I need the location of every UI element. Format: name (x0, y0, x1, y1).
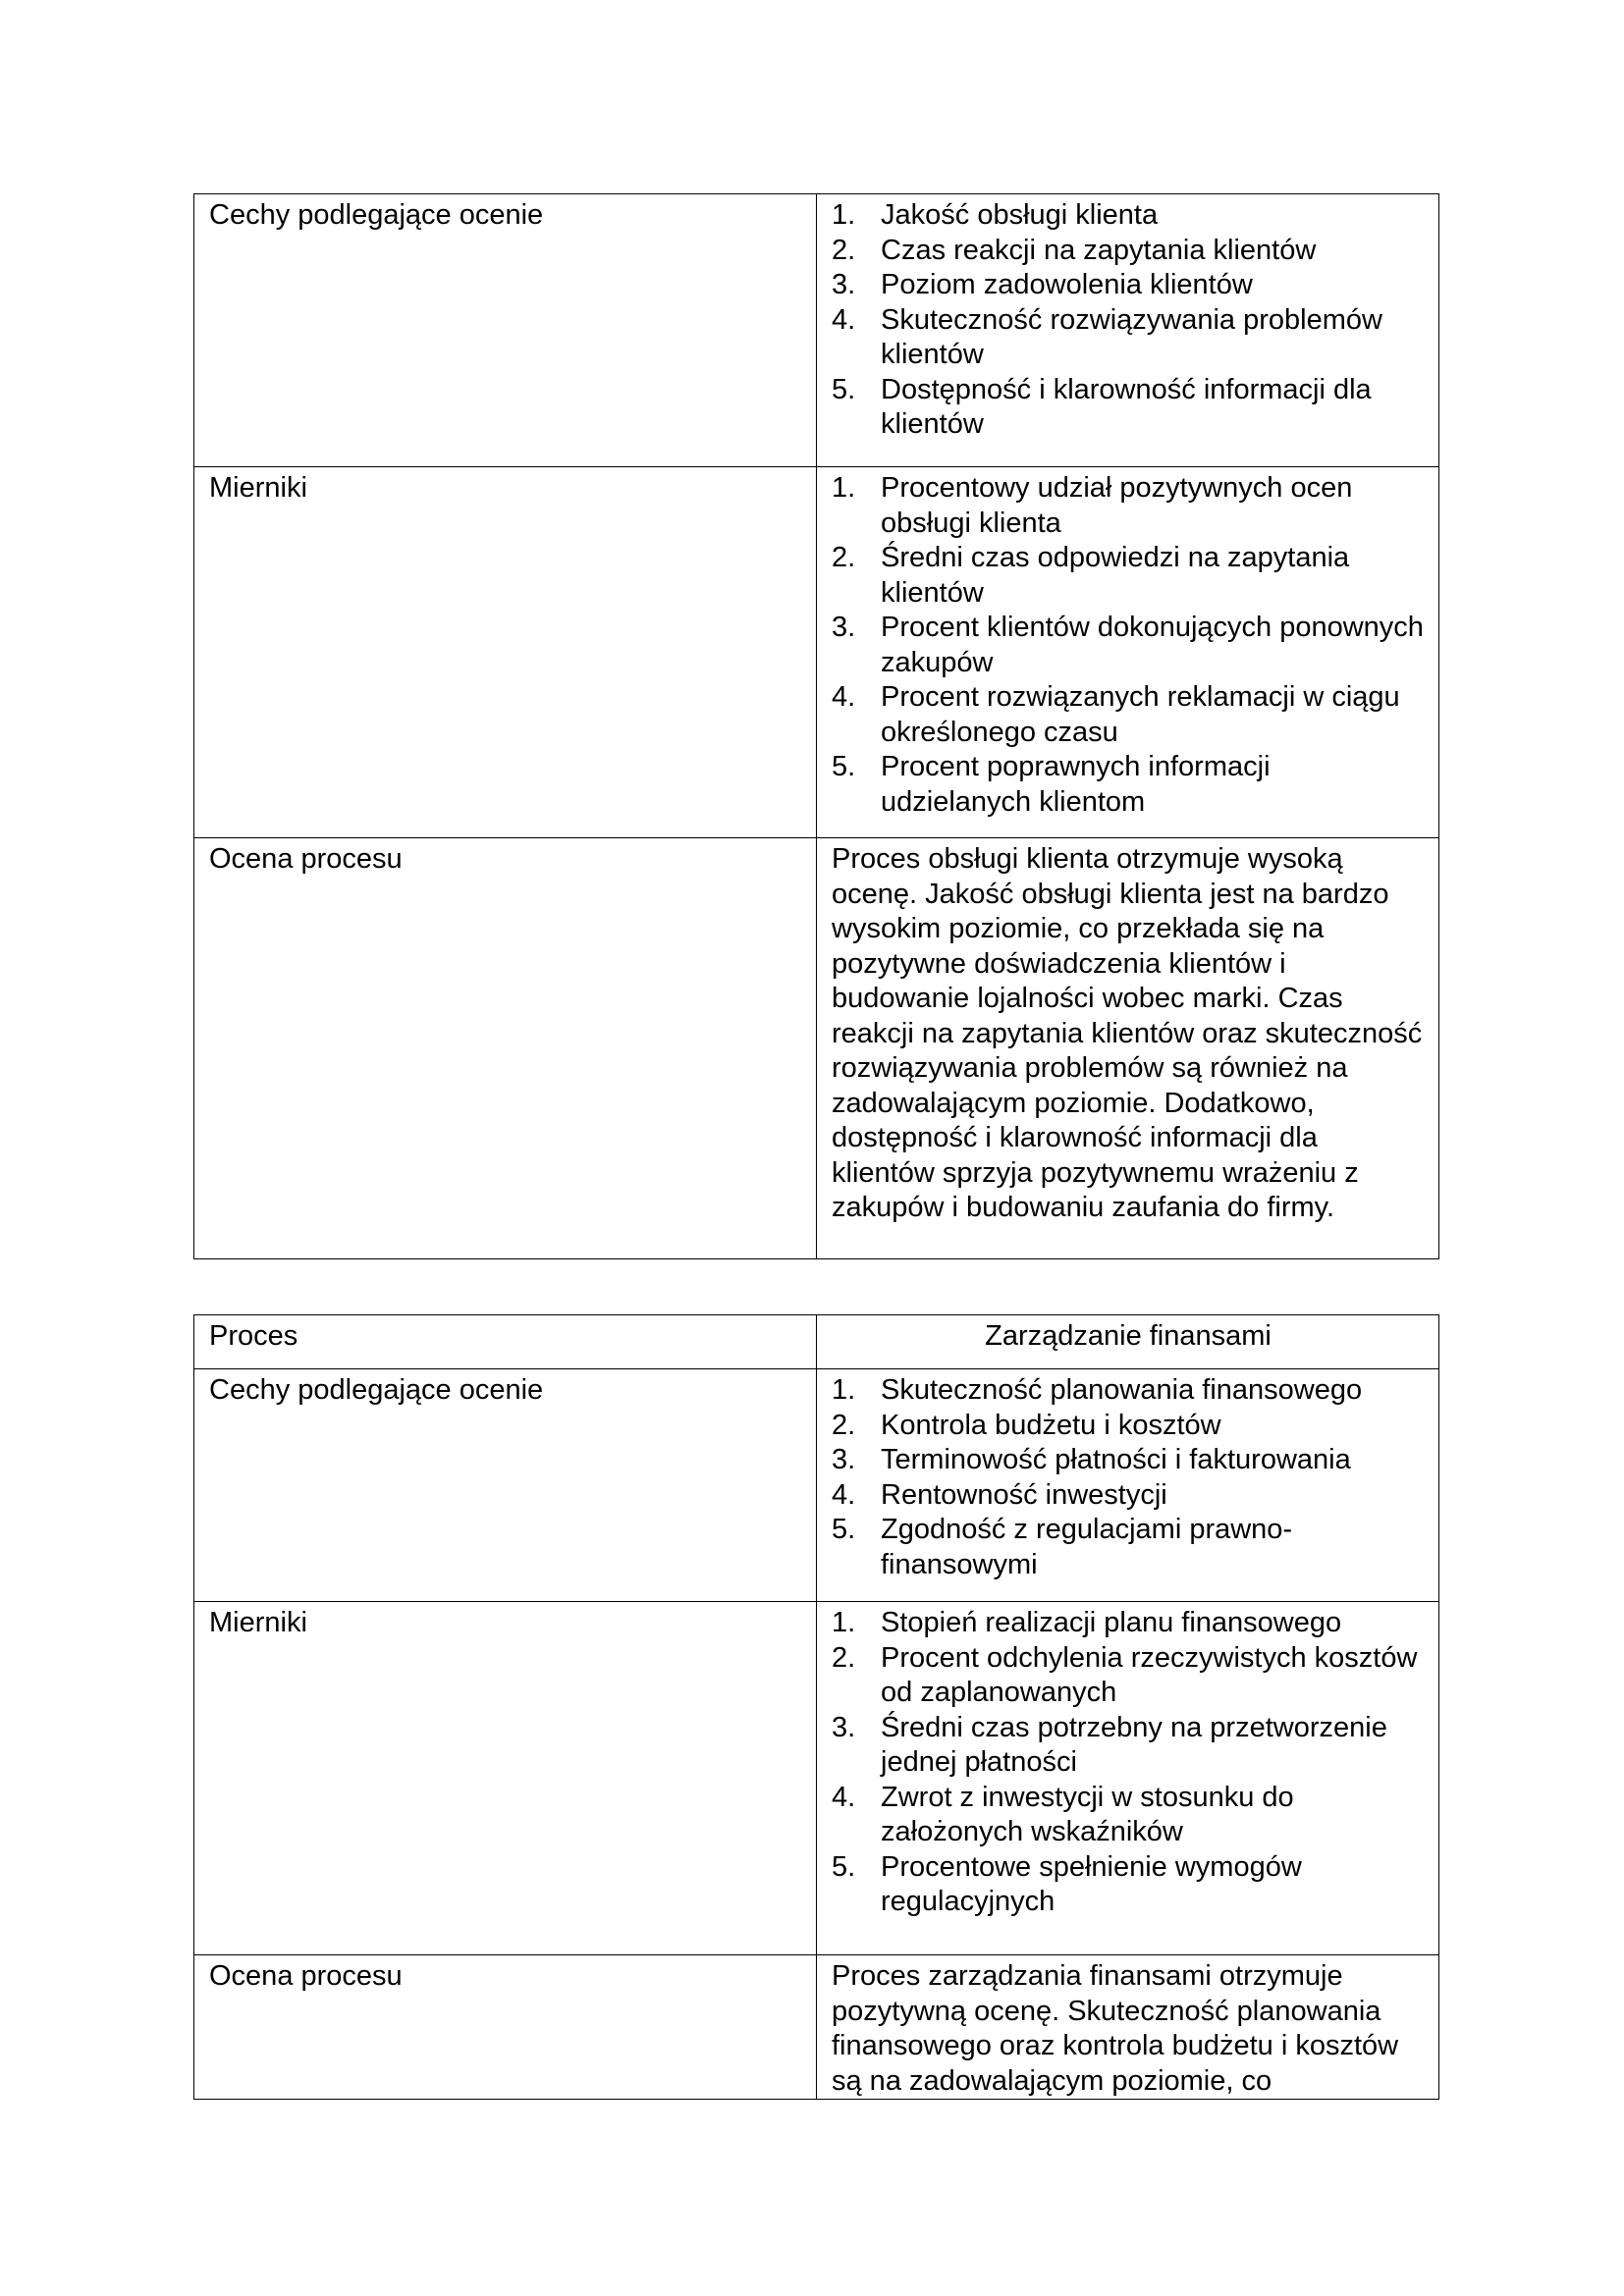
row-label (194, 1602, 817, 1955)
list-number: 5. (832, 751, 856, 782)
list-item (832, 1513, 1425, 1582)
list-number: 2. (832, 234, 856, 266)
header-label (194, 1315, 817, 1369)
row-label-text: Mierniki (209, 472, 307, 504)
list-number: 4. (832, 1781, 856, 1813)
list-item (832, 198, 1425, 234)
list-item-text: Stopień realizacji planu finansowego (881, 1607, 1342, 1638)
list-item-text: Procent rozwiązanych reklamacji w ciągu określonego czasu (881, 681, 1400, 748)
table-header-row (194, 1315, 1439, 1369)
evaluation-table-finance (193, 1314, 1439, 2100)
row-label-text: Cechy podlegające ocenie (209, 199, 544, 231)
header-value (817, 1315, 1439, 1369)
list-item (832, 373, 1425, 443)
list-number: 4. (832, 681, 856, 713)
table-row (194, 1602, 1439, 1955)
list-item (832, 303, 1425, 373)
list-item (832, 1478, 1425, 1514)
list-item-text: Średni czas potrzebny na przetworzenie jednej płatności (881, 1711, 1387, 1778)
list-number: 2. (832, 1641, 856, 1674)
list-item (832, 1606, 1425, 1641)
list-number: 5. (832, 1514, 856, 1545)
list-item (832, 1781, 1425, 1850)
list-number: 4. (832, 1478, 856, 1511)
list-number: 1. (832, 472, 856, 504)
table-row (194, 194, 1439, 467)
list-number: 1. (832, 1374, 856, 1406)
list-number: 3. (832, 1711, 856, 1743)
list-item-text: Średni czas odpowiedzi na zapytania klientów (881, 542, 1350, 609)
list-item (832, 1443, 1425, 1478)
list-item (832, 541, 1425, 611)
list-number: 2. (832, 1409, 856, 1441)
list-item (832, 1711, 1425, 1781)
row-label-text: Mierniki (209, 1607, 307, 1638)
list-number: 2. (832, 542, 856, 573)
list-item (832, 680, 1425, 750)
table-row (194, 838, 1439, 1259)
row-label (194, 1369, 817, 1602)
list-item (832, 1641, 1425, 1711)
metrics-list (832, 471, 1425, 820)
list-item-text: Poziom zadowolenia klientów (881, 269, 1253, 300)
list-number: 3. (832, 1444, 856, 1475)
list-number: 3. (832, 612, 856, 643)
list-item-text: Kontrola budżetu i kosztów (881, 1409, 1221, 1441)
row-label (194, 467, 817, 838)
list-item (832, 1373, 1425, 1409)
list-item (832, 234, 1425, 269)
table-row (194, 1369, 1439, 1602)
list-item-text: Zgodność z regulacjami prawno-finansowymi (881, 1514, 1293, 1580)
list-item-text: Procentowy udział pozytywnych ocen obsługi klienta (881, 472, 1353, 539)
row-label-text: Ocena procesu (209, 1960, 403, 1992)
list-item (832, 1850, 1425, 1920)
list-number: 5. (832, 1850, 856, 1883)
list-item-text: Skuteczność rozwiązywania problemów klientów (881, 303, 1382, 370)
row-label (194, 1955, 817, 2100)
row-label-text: Cechy podlegające ocenie (209, 1374, 544, 1406)
row-label-text: Ocena procesu (209, 843, 403, 875)
table-row (194, 467, 1439, 838)
metrics-list (832, 1606, 1425, 1920)
row-content (817, 1369, 1439, 1602)
process-name: Zarządzanie finansami (985, 1320, 1272, 1352)
list-item (832, 268, 1425, 303)
row-content (817, 838, 1439, 1259)
list-number: 1. (832, 199, 856, 231)
table-row (194, 1955, 1439, 2100)
list-item (832, 611, 1425, 680)
process-assessment-text: Proces obsługi klienta otrzymuje wysoką ocenę. Jakość obsługi klienta jest na bardzo wysokim poziomie, co przekłada się na pozytywne doświadczenia klientów i budowanie lojalności wobec marki. Czas reakcji na zapytania klientów oraz skuteczność rozwiązywania problemów są również na zadowalającym poziomie. Dodatkowo, dostępność i klarowność informacji dla klientów sprzyja pozytywnemu wrażeniu z zakupów i budowaniu zaufania do firmy. (832, 843, 1423, 1223)
process-assessment-text: Proces zarządzania finansami otrzymuje pozytywną ocenę. Skuteczność planowania finansowego oraz kontrola budżetu i kosztów są na zadowalającym poziomie, co (832, 1960, 1399, 2097)
list-item-text: Zwrot z inwestycji w stosunku do założonych wskaźników (881, 1781, 1294, 1847)
list-number: 1. (832, 1607, 856, 1638)
list-item-text: Procent odchylenia rzeczywistych kosztów od zaplanowanych (881, 1641, 1418, 1708)
row-label (194, 838, 817, 1259)
list-number: 5. (832, 373, 856, 405)
list-item-text: Skuteczność planowania finansowego (881, 1374, 1363, 1406)
list-number: 4. (832, 303, 856, 336)
list-item (832, 1409, 1425, 1444)
list-item-text: Procent poprawnych informacji udzielanych klientom (881, 751, 1271, 818)
list-item (832, 471, 1425, 541)
row-content (817, 467, 1439, 838)
list-item-text: Jakość obsługi klienta (881, 199, 1159, 231)
list-item-text: Procentowe spełnienie wymogów regulacyjnych (881, 1850, 1302, 1917)
row-content (817, 1602, 1439, 1955)
list-item (832, 750, 1425, 820)
evaluation-table-customer-service (193, 193, 1439, 1259)
list-item-text: Rentowność inwestycji (881, 1478, 1167, 1511)
list-item-text: Czas reakcji na zapytania klientów (881, 234, 1317, 266)
criteria-list (832, 198, 1425, 443)
list-item-text: Dostępność i klarowność informacji dla klientów (881, 373, 1372, 440)
criteria-list (832, 1373, 1425, 1582)
list-item-text: Procent klientów dokonujących ponownych zakupów (881, 612, 1424, 678)
row-label (194, 194, 817, 467)
header-label-text: Proces (209, 1320, 298, 1352)
list-number: 3. (832, 269, 856, 300)
row-content (817, 1955, 1439, 2100)
row-content (817, 194, 1439, 467)
list-item-text: Terminowość płatności i fakturowania (881, 1444, 1351, 1475)
